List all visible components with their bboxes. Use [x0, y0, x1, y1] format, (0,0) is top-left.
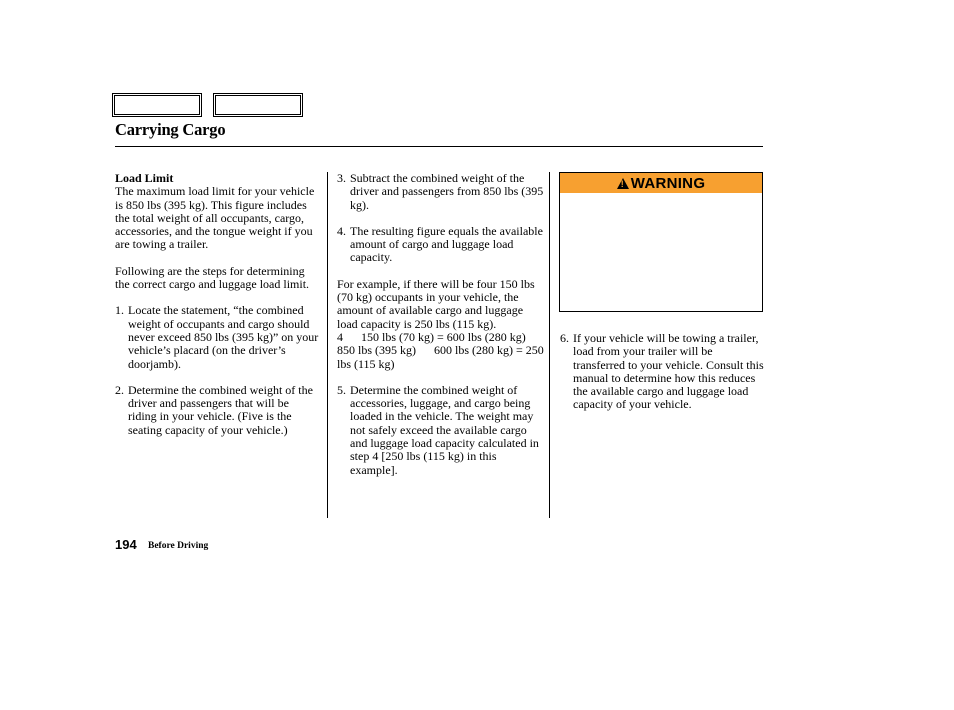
- warning-label: WARNING: [630, 174, 706, 192]
- step-1: [115, 304, 320, 370]
- step-text: Locate the statement, “the combined weight of occupants and cargo should never exceed 850 lbs (395 kg)” on your vehicle’s placard (on the driver’s doorjamb).: [128, 303, 319, 371]
- steps-intro: Following are the steps for determining the correct cargo and luggage load limit.: [115, 263, 310, 292]
- load-limit-heading: Load Limit: [115, 171, 174, 185]
- warning-box: [559, 172, 763, 312]
- step-6: [560, 332, 765, 412]
- step-text: Subtract the combined weight of the driver and passengers from 850 lbs (395 kg).: [350, 171, 544, 212]
- page-number: 194: [115, 537, 137, 552]
- step-2: [115, 384, 320, 437]
- step-number: 6.: [560, 331, 569, 345]
- column-divider-2: [549, 172, 550, 518]
- step-text: Determine the combined weight of the driver and passengers that will be riding in your vehicle. (Five is the seating capacity of your vehicle.): [128, 382, 313, 437]
- step-4: [337, 225, 544, 265]
- step-number: 5.: [337, 382, 346, 397]
- column-1: [115, 172, 320, 450]
- column-3: [560, 332, 765, 425]
- calculation-line-2: 850 lbs (395 kg) 600 lbs (280 kg) = 250 lbs (115 kg): [337, 343, 544, 371]
- title-rule: [115, 146, 763, 147]
- calculation-line-1: 4 150 lbs (70 kg) = 600 lbs (280 kg): [337, 329, 526, 344]
- step-text: If your vehicle will be towing a trailer, load from your trailer will be transferred to your vehicle. Consult this manual to determine how this reduces the available cargo and luggage load capacity of your vehicle.: [573, 331, 764, 412]
- example-text: For example, if there will be four 150 lbs (70 kg) occupants in your vehicle, the amount of available cargo and luggage load capacity is 250 lbs (115 kg).: [337, 276, 535, 331]
- step-text: The resulting figure equals the available amount of cargo and luggage load capacity.: [350, 223, 543, 265]
- column-2: [337, 172, 544, 490]
- step-number: 1.: [115, 303, 124, 318]
- column-divider-1: [327, 172, 328, 518]
- warning-bar: [560, 173, 762, 193]
- page-title: Carrying Cargo: [115, 120, 226, 139]
- step-3: [337, 172, 544, 212]
- step-text: Determine the combined weight of accessories, luggage, and cargo being loaded in the vehicle. The weight may not safely exceed the available cargo and luggage load capacity calculated in step 4 [250 lbs (115 kg) in this example].: [350, 382, 539, 477]
- section-name: Before Driving: [148, 541, 209, 551]
- nav-tab-box-1[interactable]: [112, 93, 202, 117]
- step-number: 3.: [337, 171, 346, 185]
- step-number: 2.: [115, 382, 124, 397]
- step-5: [337, 384, 544, 477]
- step-number: 4.: [337, 223, 346, 238]
- load-limit-intro: The maximum load limit for your vehicle is 850 lbs (395 kg). This figure includes the total weight of all occupants, cargo, accessories, and the tongue weight if you are towing a trailer.: [115, 184, 315, 252]
- nav-tab-box-2[interactable]: [213, 93, 303, 117]
- warning-triangle-icon: [617, 178, 629, 189]
